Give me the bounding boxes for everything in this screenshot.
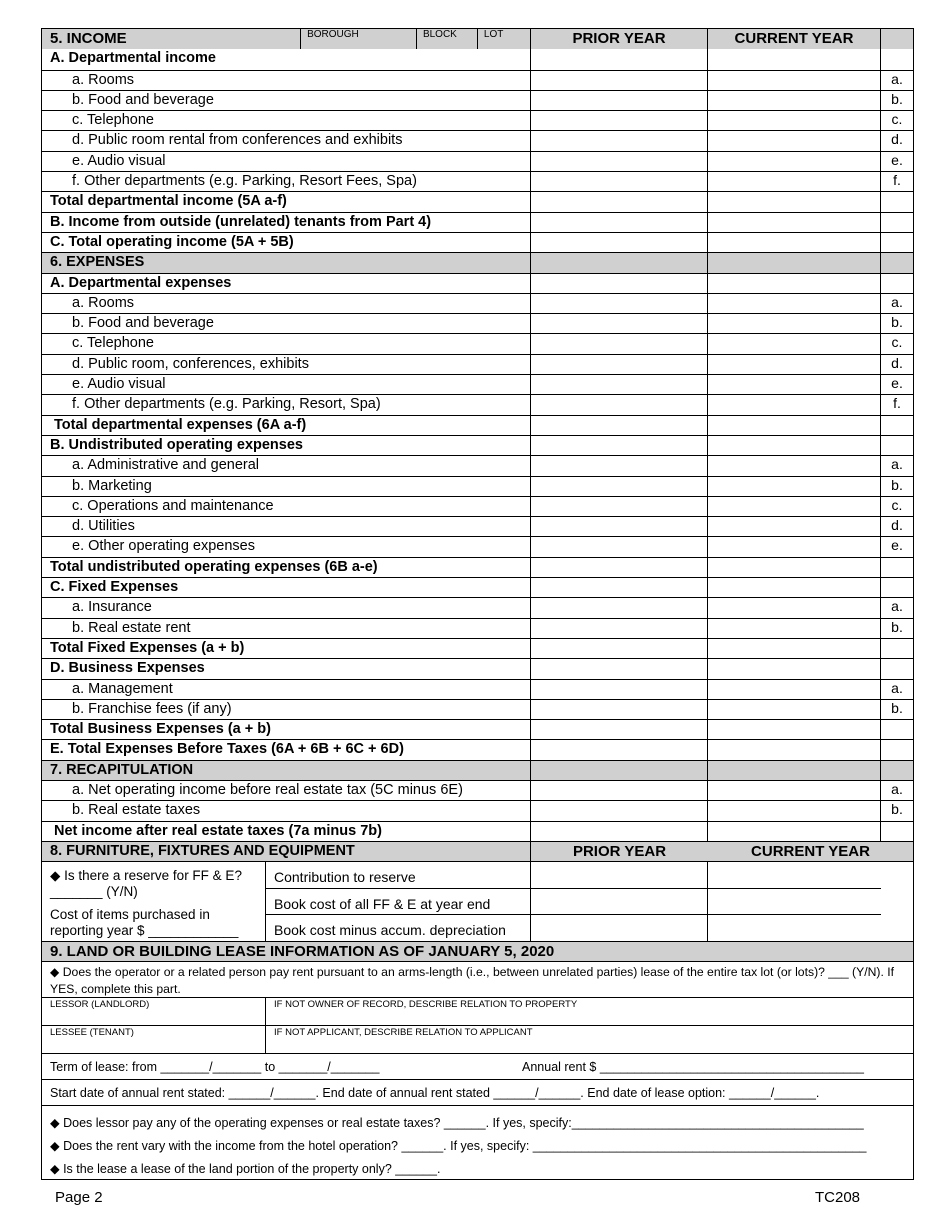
line-items (42, 49, 913, 841)
term-of-lease-field[interactable]: Term of lease: from _______/_______ to _______/_______ (50, 1059, 380, 1074)
prior-year-input[interactable] (531, 619, 708, 638)
prior-year-input[interactable] (531, 91, 708, 110)
book-cost-minus-label: Book cost minus accum. depreciation (266, 914, 530, 940)
table-row (42, 658, 913, 678)
prior-year-input[interactable] (531, 172, 708, 191)
lessor-pays-question[interactable]: ◆ Does lessor pay any of the operating expenses or real estate taxes? ______. If yes, specify:__________________________________________ (50, 1115, 864, 1130)
table-row (42, 435, 913, 455)
line-code (881, 49, 913, 69)
current-year-input[interactable] (708, 395, 881, 414)
prior-year-input[interactable] (531, 436, 708, 455)
current-year-input[interactable] (708, 355, 881, 374)
prior-year-input[interactable] (531, 71, 708, 90)
current-year-input[interactable] (708, 517, 881, 536)
table-row (42, 719, 913, 739)
prior-year-input (531, 253, 708, 272)
prior-year-input[interactable] (531, 152, 708, 171)
current-year-input[interactable] (708, 558, 881, 577)
current-year-input[interactable] (708, 192, 881, 211)
lessor-relation-field[interactable]: IF NOT OWNER OF RECORD, DESCRIBE RELATION TO PROPERTY (274, 998, 578, 1010)
table-row (42, 273, 913, 293)
line-code: a. (891, 293, 903, 310)
section-8-prior-year: PRIOR YEAR (572, 842, 667, 860)
line-code: b. (891, 314, 903, 331)
line-item-label: a. Management (42, 680, 531, 699)
table-row (42, 536, 913, 556)
current-year-input[interactable] (708, 49, 881, 69)
table-row (42, 191, 913, 211)
prior-year-input[interactable] (531, 740, 708, 759)
current-year-input[interactable] (708, 274, 881, 293)
book-cost-minus-current-field[interactable] (708, 914, 881, 940)
prior-year-input[interactable] (531, 517, 708, 536)
section-8-title: 8. FURNITURE, FIXTURES AND EQUIPMENT (42, 842, 531, 861)
current-year-input[interactable] (708, 619, 881, 638)
current-year-input (708, 761, 881, 780)
prior-year-input[interactable] (531, 274, 708, 293)
table-row (42, 415, 913, 435)
current-year-input[interactable] (708, 680, 881, 699)
contribution-label: Contribution to reserve (274, 868, 416, 885)
line-item-label: a. Net operating income before real estate tax (5C minus 6E) (42, 781, 531, 800)
lease-question: ◆ Does the operator or a related person pay rent pursuant to an arms-length (i.e., between unrelated parties) lease of the entire tax lot (or lots)? ___ (Y/N). If YES, complete this part. (42, 961, 913, 997)
line-code: b. (891, 699, 903, 716)
contribution-prior-field[interactable] (531, 862, 707, 888)
line-item-label: b. Marketing (42, 477, 531, 496)
line-item-label: a. Insurance (42, 598, 531, 617)
prior-year-input[interactable] (531, 375, 708, 394)
page-number: Page 2 (55, 1189, 103, 1206)
table-row (42, 313, 913, 333)
prior-year-input[interactable] (531, 497, 708, 516)
reporting-year-field[interactable]: reporting year $ ____________ (50, 922, 239, 938)
prior-year-input[interactable] (531, 213, 708, 232)
current-year-input[interactable] (708, 700, 881, 719)
current-year-input[interactable] (708, 477, 881, 496)
table-row (42, 354, 913, 374)
table-row (42, 171, 913, 191)
prior-year-input[interactable] (531, 680, 708, 699)
prior-year-input[interactable] (531, 700, 708, 719)
table-row (42, 130, 913, 150)
line-item-label: C. Total operating income (5A + 5B) (42, 233, 531, 252)
line-code (881, 436, 913, 455)
prior-year-input[interactable] (531, 558, 708, 577)
prior-year-input[interactable] (531, 416, 708, 435)
line-code (881, 740, 913, 759)
line-item-label: e. Other operating expenses (42, 537, 531, 556)
section-9-title: 9. LAND OR BUILDING LEASE INFORMATION AS OF JANUARY 5, 2020 (42, 941, 913, 961)
book-cost-prior-field[interactable] (531, 888, 707, 914)
cost-items-label: Cost of items purchased in (50, 906, 210, 922)
current-year-input[interactable] (708, 375, 881, 394)
table-row (42, 618, 913, 638)
line-code: e. (891, 375, 903, 392)
current-year-input[interactable] (708, 822, 881, 841)
block-field[interactable]: BLOCK (416, 29, 477, 49)
current-year-input[interactable] (708, 91, 881, 110)
line-code: b. (891, 476, 903, 493)
line-code: a. (891, 456, 903, 473)
prior-year-input[interactable] (531, 537, 708, 556)
section-8-current-year: CURRENT YEAR (751, 842, 870, 860)
prior-year-input[interactable] (531, 720, 708, 739)
section-8-body (42, 861, 913, 941)
book-cost-minus-prior-field[interactable] (531, 914, 707, 940)
line-code (881, 578, 913, 597)
current-year-input (708, 253, 881, 272)
prior-year-input[interactable] (531, 355, 708, 374)
reserve-yn-field[interactable]: _______ (Y/N) (50, 883, 138, 899)
line-code (881, 192, 913, 211)
current-year-input[interactable] (708, 740, 881, 759)
line-code: c. (891, 334, 903, 351)
line-code: a. (891, 679, 903, 696)
line-item-label: c. Telephone (42, 111, 531, 130)
current-year-input[interactable] (708, 659, 881, 678)
line-code: a. (891, 598, 903, 615)
income-expense-form (41, 28, 914, 1180)
current-year-input[interactable] (708, 111, 881, 130)
line-code (881, 274, 913, 293)
line-code (881, 558, 913, 577)
line-item-label: Total Business Expenses (a + b) (42, 720, 531, 739)
line-code (881, 761, 913, 780)
lessee-relation-field[interactable]: IF NOT APPLICANT, DESCRIBE RELATION TO APPLICANT (274, 1026, 533, 1038)
prior-year-input[interactable] (531, 334, 708, 353)
line-code: f. (893, 172, 901, 189)
current-year-input[interactable] (708, 416, 881, 435)
line-item-label: b. Real estate rent (42, 619, 531, 638)
line-item-label: B. Income from outside (unrelated) tenants from Part 4) (42, 213, 531, 232)
prior-year-input[interactable] (531, 801, 708, 820)
table-row (42, 232, 913, 252)
land-only-question[interactable]: ◆ Is the lease a lease of the land portion of the property only? ______. (50, 1161, 441, 1176)
line-item-label: a. Rooms (42, 294, 531, 313)
line-item-label: 7. RECAPITULATION (42, 761, 531, 780)
table-row (42, 293, 913, 313)
term-row (42, 1053, 913, 1079)
rent-dates-field[interactable]: Start date of annual rent stated: ______/______. End date of annual rent stated ______/______. End date of lease option: ______/______. (42, 1079, 913, 1105)
line-item-label: b. Food and beverage (42, 314, 531, 333)
line-item-label: f. Other departments (e.g. Parking, Resort, Spa) (42, 395, 531, 414)
line-item-label: e. Audio visual (42, 152, 531, 171)
line-item-label: Net income after real estate taxes (7a minus 7b) (42, 822, 531, 841)
line-code: d. (891, 354, 903, 371)
prior-year-input[interactable] (531, 395, 708, 414)
current-year-input[interactable] (708, 578, 881, 597)
line-code: e. (891, 151, 903, 168)
current-year-input[interactable] (708, 720, 881, 739)
line-item-label: a. Administrative and general (42, 456, 531, 475)
line-item-label: C. Fixed Expenses (42, 578, 531, 597)
prior-year-input[interactable] (531, 294, 708, 313)
table-row (42, 516, 913, 536)
line-item-label: f. Other departments (e.g. Parking, Resort Fees, Spa) (42, 172, 531, 191)
line-code: e. (891, 537, 903, 554)
line-item-label: c. Telephone (42, 334, 531, 353)
line-code (881, 416, 913, 435)
prior-year-input[interactable] (531, 598, 708, 617)
rent-vary-question[interactable]: ◆ Does the rent vary with the income from the hotel operation? ______. If yes, specify: ________________________________________________ (50, 1138, 867, 1153)
current-year-input[interactable] (708, 639, 881, 658)
table-row (42, 800, 913, 820)
line-code: f. (893, 395, 901, 412)
current-year-input[interactable] (708, 213, 881, 232)
line-code: b. (891, 90, 903, 107)
current-year-input[interactable] (708, 233, 881, 252)
current-year-input[interactable] (708, 456, 881, 475)
table-row (42, 760, 913, 780)
prior-year-input[interactable] (531, 659, 708, 678)
income-header-row (42, 29, 913, 49)
current-year-input[interactable] (708, 152, 881, 171)
line-item-label: Total Fixed Expenses (a + b) (42, 639, 531, 658)
current-year-input[interactable] (708, 334, 881, 353)
current-year-input[interactable] (708, 314, 881, 333)
line-item-label: d. Public room rental from conferences and exhibits (42, 131, 531, 150)
prior-year-input[interactable] (531, 639, 708, 658)
line-item-label: Total undistributed operating expenses (6B a-e) (42, 558, 531, 577)
table-row (42, 374, 913, 394)
table-row (42, 679, 913, 699)
line-code (881, 720, 913, 739)
prior-year-input[interactable] (531, 822, 708, 841)
lessee-row (42, 1025, 913, 1053)
book-cost-current-field[interactable] (708, 888, 881, 914)
line-code: a. (891, 70, 903, 87)
current-year-header: CURRENT YEAR (708, 29, 881, 49)
line-code: b. (891, 801, 903, 818)
line-item-label: A. Departmental expenses (42, 274, 531, 293)
current-year-input[interactable] (708, 294, 881, 313)
prior-year-input[interactable] (531, 49, 708, 69)
line-item-label: e. Audio visual (42, 375, 531, 394)
line-item-label: b. Real estate taxes (42, 801, 531, 820)
prior-year-input[interactable] (531, 314, 708, 333)
line-item-label: b. Food and beverage (42, 91, 531, 110)
line-code (881, 233, 913, 252)
current-year-input[interactable] (708, 131, 881, 150)
section-8-header (42, 841, 913, 861)
line-code (881, 659, 913, 678)
line-code: c. (891, 111, 903, 128)
prior-year-input (531, 761, 708, 780)
line-item-label: D. Business Expenses (42, 659, 531, 678)
reserve-question: ◆ Is there a reserve for FF & E? (50, 867, 242, 883)
table-row (42, 394, 913, 414)
annual-rent-field[interactable]: Annual rent $ ______________________________________ (522, 1059, 865, 1074)
prior-year-input[interactable] (531, 578, 708, 597)
lessee-field[interactable]: LESSEE (TENANT) (42, 1026, 266, 1053)
line-item-label: c. Operations and maintenance (42, 497, 531, 516)
prior-year-input[interactable] (531, 477, 708, 496)
table-row (42, 739, 913, 759)
table-row (42, 455, 913, 475)
line-item-label: A. Departmental income (42, 49, 531, 69)
table-row (42, 577, 913, 597)
lease-questions (42, 1105, 913, 1179)
line-item-label: E. Total Expenses Before Taxes (6A + 6B + 6C + 6D) (42, 740, 531, 759)
line-code: c. (891, 496, 903, 513)
current-year-input[interactable] (708, 537, 881, 556)
prior-year-input[interactable] (531, 131, 708, 150)
table-row (42, 212, 913, 232)
table-row (42, 557, 913, 577)
current-year-input[interactable] (708, 781, 881, 800)
line-code (881, 822, 913, 841)
table-row (42, 110, 913, 130)
line-item-label: Total departmental expenses (6A a-f) (42, 416, 531, 435)
prior-year-input[interactable] (531, 456, 708, 475)
table-row (42, 496, 913, 516)
prior-year-header: PRIOR YEAR (531, 29, 708, 49)
table-row (42, 252, 913, 272)
table-row (42, 90, 913, 110)
borough-field[interactable]: BOROUGH (300, 29, 416, 49)
contribution-current-field[interactable] (708, 862, 881, 888)
line-item-label: B. Undistributed operating expenses (42, 436, 531, 455)
table-row (42, 70, 913, 90)
table-row (42, 151, 913, 171)
prior-year-input[interactable] (531, 233, 708, 252)
line-code (881, 639, 913, 658)
table-row (42, 638, 913, 658)
line-item-label: d. Utilities (42, 517, 531, 536)
form-number: TC208 (815, 1189, 861, 1206)
lessor-row (42, 997, 913, 1025)
current-year-input[interactable] (708, 598, 881, 617)
current-year-input[interactable] (708, 172, 881, 191)
table-row (42, 780, 913, 800)
current-year-input[interactable] (708, 71, 881, 90)
table-row (42, 476, 913, 496)
line-code: d. (891, 131, 903, 148)
book-cost-label: Book cost of all FF & E at year end (266, 888, 530, 914)
line-code: a. (891, 780, 903, 797)
current-year-input[interactable] (708, 436, 881, 455)
table-row (42, 333, 913, 353)
current-year-input[interactable] (708, 801, 881, 820)
line-item-label: b. Franchise fees (if any) (42, 700, 531, 719)
prior-year-input[interactable] (531, 111, 708, 130)
line-item-label: a. Rooms (42, 71, 531, 90)
lessor-field[interactable]: LESSOR (LANDLORD) (42, 998, 266, 1025)
prior-year-input[interactable] (531, 192, 708, 211)
line-code: d. (891, 517, 903, 534)
line-code: b. (891, 618, 903, 635)
table-row (42, 699, 913, 719)
table-row (42, 49, 913, 69)
current-year-input[interactable] (708, 497, 881, 516)
line-code (881, 213, 913, 232)
section-5-title: 5. INCOME (50, 30, 127, 47)
line-code (881, 253, 913, 272)
lot-field[interactable]: LOT (477, 29, 530, 49)
table-row (42, 597, 913, 617)
prior-year-input[interactable] (531, 781, 708, 800)
table-row (42, 821, 913, 841)
line-item-label: d. Public room, conferences, exhibits (42, 355, 531, 374)
line-item-label: Total departmental income (5A a-f) (42, 192, 531, 211)
line-item-label: 6. EXPENSES (42, 253, 531, 272)
